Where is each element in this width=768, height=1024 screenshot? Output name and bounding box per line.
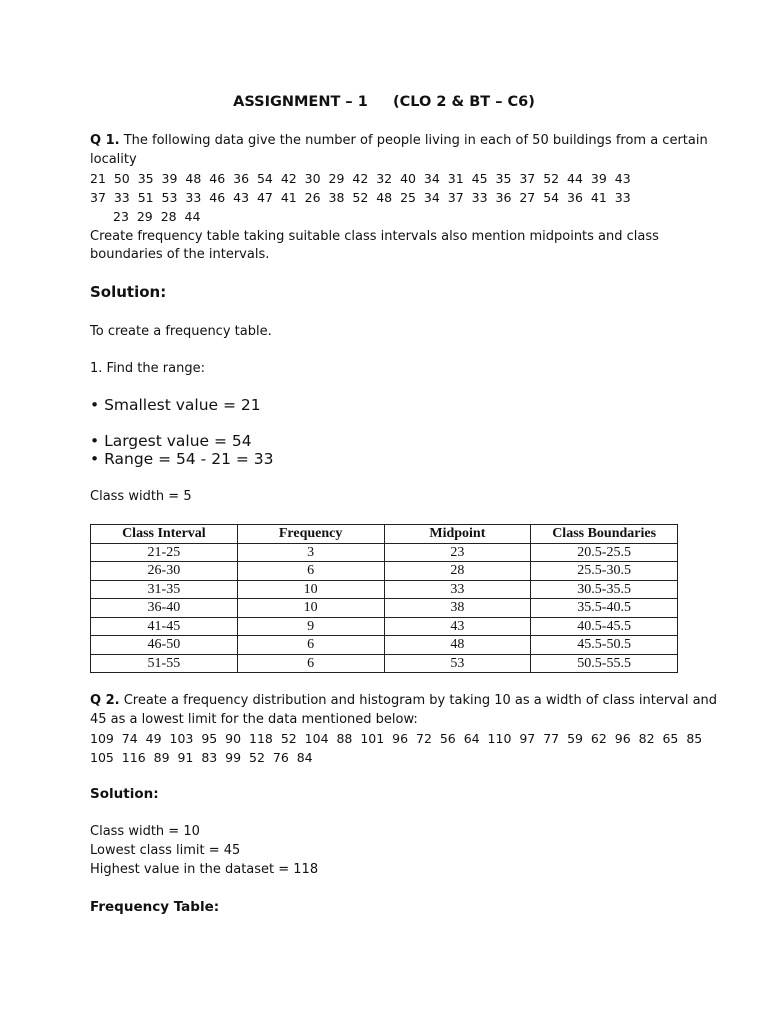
q1-label: Q 1. bbox=[90, 133, 120, 148]
cell-class-boundaries: 45.5-50.5 bbox=[531, 636, 678, 655]
q1-task-line-1: Create frequency table taking suitable class intervals also mention midpoints and class bbox=[90, 229, 659, 244]
frequency-table-heading: Frequency Table: bbox=[90, 899, 220, 915]
table-row bbox=[91, 636, 678, 655]
q2-text: Create a frequency distribution and histogram by taking 10 as a width of class interval and bbox=[123, 693, 718, 708]
cell-class-interval: 41-45 bbox=[91, 617, 238, 636]
q2-data-line-2: 105 116 89 91 83 99 52 76 84 bbox=[90, 750, 313, 765]
cell-class-boundaries: 30.5-35.5 bbox=[531, 580, 678, 599]
table-row bbox=[91, 543, 678, 562]
table-header-row bbox=[91, 525, 678, 544]
header-class-interval: Class Interval bbox=[91, 525, 238, 544]
q2-text-line-2: 45 as a lowest limit for the data mentioned below: bbox=[90, 712, 418, 727]
header-class-boundaries: Class Boundaries bbox=[531, 525, 678, 544]
solution-2-class-width: Class width = 10 bbox=[90, 824, 200, 839]
table-row bbox=[91, 580, 678, 599]
solution-1-class-width: Class width = 5 bbox=[90, 489, 192, 504]
cell-midpoint: 48 bbox=[384, 636, 531, 655]
cell-frequency: 9 bbox=[237, 617, 384, 636]
cell-class-interval: 51-55 bbox=[91, 654, 238, 673]
cell-midpoint: 53 bbox=[384, 654, 531, 673]
cell-midpoint: 38 bbox=[384, 599, 531, 618]
solution-1-intro: To create a frequency table. bbox=[90, 324, 272, 339]
solution-1-bullet-smallest: • Smallest value = 21 bbox=[90, 396, 261, 414]
table-row bbox=[91, 599, 678, 618]
cell-midpoint: 23 bbox=[384, 543, 531, 562]
cell-class-boundaries: 50.5-55.5 bbox=[531, 654, 678, 673]
q1-data-line-2: 37 33 51 53 33 46 43 47 41 26 38 52 48 25 34 37 33 36 27 54 36 41 33 bbox=[90, 190, 631, 205]
cell-frequency: 6 bbox=[237, 654, 384, 673]
q1-task-line-2: boundaries of the intervals. bbox=[90, 247, 270, 262]
solution-2-highest-value: Highest value in the dataset = 118 bbox=[90, 862, 319, 877]
cell-frequency: 10 bbox=[237, 580, 384, 599]
cell-frequency: 6 bbox=[237, 562, 384, 581]
table-row bbox=[91, 617, 678, 636]
cell-class-interval: 31-35 bbox=[91, 580, 238, 599]
frequency-table bbox=[90, 524, 678, 673]
q2-label: Q 2. bbox=[90, 693, 120, 708]
solution-1-step-1: 1. Find the range: bbox=[90, 361, 205, 376]
cell-class-boundaries: 25.5-30.5 bbox=[531, 562, 678, 581]
q1-data-line-1: 21 50 35 39 48 46 36 54 42 30 29 42 32 40 34 31 45 35 37 52 44 39 43 bbox=[90, 171, 631, 186]
q1-text: The following data give the number of people living in each of 50 buildings from a certain bbox=[123, 133, 708, 148]
cell-class-interval: 21-25 bbox=[91, 543, 238, 562]
q1-text-line-2: locality bbox=[90, 152, 137, 167]
cell-class-boundaries: 20.5-25.5 bbox=[531, 543, 678, 562]
header-frequency: Frequency bbox=[237, 525, 384, 544]
cell-class-interval: 46-50 bbox=[91, 636, 238, 655]
cell-frequency: 10 bbox=[237, 599, 384, 618]
cell-midpoint: 43 bbox=[384, 617, 531, 636]
q2-text-line-1 bbox=[90, 691, 718, 710]
table-row bbox=[91, 562, 678, 581]
solution-1-heading: Solution: bbox=[90, 283, 167, 301]
cell-frequency: 6 bbox=[237, 636, 384, 655]
cell-class-boundaries: 35.5-40.5 bbox=[531, 599, 678, 618]
cell-midpoint: 28 bbox=[384, 562, 531, 581]
cell-class-interval: 36-40 bbox=[91, 599, 238, 618]
solution-2-heading: Solution: bbox=[90, 786, 159, 802]
solution-1-bullet-range: • Range = 54 - 21 = 33 bbox=[90, 450, 274, 468]
table-row bbox=[91, 654, 678, 673]
cell-frequency: 3 bbox=[237, 543, 384, 562]
cell-class-boundaries: 40.5-45.5 bbox=[531, 617, 678, 636]
q1-text-line-1 bbox=[90, 131, 708, 150]
header-midpoint: Midpoint bbox=[384, 525, 531, 544]
assignment-title: ASSIGNMENT – 1 (CLO 2 & BT – C6) bbox=[233, 94, 535, 110]
q2-data-line-1: 109 74 49 103 95 90 118 52 104 88 101 96 72 56 64 110 97 77 59 62 96 82 65 85 bbox=[90, 731, 703, 746]
cell-midpoint: 33 bbox=[384, 580, 531, 599]
cell-class-interval: 26-30 bbox=[91, 562, 238, 581]
solution-2-lowest-limit: Lowest class limit = 45 bbox=[90, 843, 241, 858]
solution-1-bullet-largest: • Largest value = 54 bbox=[90, 432, 252, 450]
q1-data-line-3: 23 29 28 44 bbox=[113, 209, 201, 224]
